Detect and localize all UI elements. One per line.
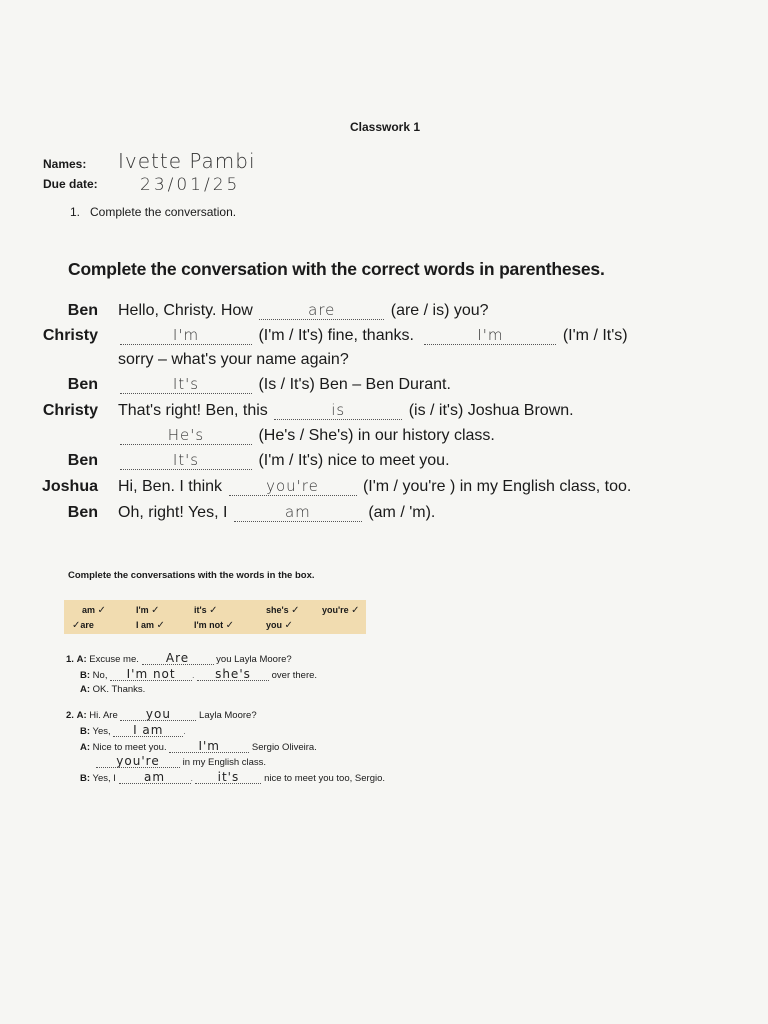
handwritten-answer: is: [331, 401, 346, 419]
speaker-label: Ben: [67, 302, 98, 319]
answer-blank: [110, 668, 192, 681]
conversation-2-line: [66, 708, 257, 721]
task-item-1: 1. Complete the conversation.: [70, 205, 237, 219]
speaker-label: A:: [80, 742, 91, 753]
speaker-label: Ben: [67, 504, 98, 521]
word-box: [64, 600, 366, 634]
speaker-label: A:: [76, 710, 87, 721]
conversation-1-line: B: No, I'm not . she's over there.: [80, 667, 318, 681]
conversation-line: [118, 402, 574, 420]
line-text: you Layla Moore?: [216, 654, 292, 665]
item-number: 2.: [66, 710, 74, 721]
line-text: over there.: [271, 670, 318, 681]
answer-blank: [234, 504, 362, 522]
word-box-item: it's ✓: [194, 605, 218, 616]
speaker-label: Christy: [42, 327, 98, 344]
handwritten-answer: I'm: [172, 326, 200, 344]
speaker-label: A:: [80, 684, 91, 695]
handwritten-answer: it's: [217, 770, 240, 784]
conversation-line: [118, 351, 349, 369]
conversation-line: [118, 302, 489, 320]
answer-blank: [274, 402, 402, 420]
conversation-line: [118, 327, 628, 345]
answer-blank: [169, 740, 249, 753]
line-text: (I'm / It's) nice to meet you.: [258, 452, 450, 469]
answer-blank: [142, 652, 214, 665]
answer-blank: [120, 452, 252, 470]
conversation-line: [118, 478, 631, 496]
conversation-2-line: B: Yes, I am .: [80, 723, 186, 737]
speaker-label: Joshua: [41, 478, 98, 495]
answer-blank: [113, 724, 183, 737]
check-mark-icon: ✓: [156, 620, 165, 631]
line-text: Hello, Christy. How: [118, 302, 253, 319]
line-text: (Is / It's) Ben – Ben Durant.: [258, 376, 451, 393]
conversation-line: [118, 427, 495, 445]
answer-blank: [119, 771, 191, 784]
line-text: Oh, right! Yes, I: [118, 504, 228, 521]
line-text: (I'm / It's) fine, thanks.: [258, 327, 414, 344]
conversation-2-line: [96, 755, 266, 768]
conversation-1-line: [66, 652, 292, 665]
answer-blank: [96, 755, 180, 768]
answer-blank: [229, 478, 357, 496]
handwritten-answer: He's: [167, 426, 205, 444]
word-box-item: am ✓: [82, 605, 106, 616]
names-value: Ivette Pambi: [118, 149, 256, 173]
answer-blank: [120, 708, 196, 721]
line-text: OK. Thanks.: [92, 684, 146, 695]
conversation-2-line: [80, 740, 317, 753]
line-text: sorry – what's your name again?: [118, 351, 349, 368]
conversation-1-line: [80, 684, 145, 695]
handwritten-answer: you: [145, 707, 171, 721]
conversation-line: [118, 452, 450, 470]
line-text: (is / it's) Joshua Brown.: [408, 402, 574, 419]
line-text: in my English class.: [182, 757, 267, 768]
check-mark-icon: ✓: [351, 605, 360, 616]
handwritten-answer: I am: [133, 723, 164, 737]
check-mark-icon: ✓: [291, 605, 300, 616]
answer-blank: [195, 771, 261, 784]
page-title: Classwork 1: [350, 120, 421, 134]
names-label: Names:: [43, 157, 87, 171]
answer-blank: [120, 327, 252, 345]
speaker-label: B:: [80, 670, 91, 681]
handwritten-answer: Are: [165, 651, 190, 665]
exercise1-instruction: Complete the conversation with the correct words in parentheses.: [68, 259, 605, 279]
answer-blank: [259, 302, 384, 320]
speaker-label: B:: [80, 726, 91, 737]
answer-blank: [197, 668, 269, 681]
check-mark-icon: ✓: [209, 605, 218, 616]
word-box-item: she's ✓: [266, 605, 300, 616]
handwritten-answer: you're: [116, 754, 160, 768]
handwritten-answer: I'm: [198, 739, 220, 753]
handwritten-answer: am: [284, 503, 311, 521]
line-text: (He's / She's) in our history class.: [258, 427, 495, 444]
line-text: (I'm / you're ) in my English class, too.: [362, 478, 632, 495]
line-text: Layla Moore?: [199, 710, 257, 721]
check-mark-icon: ✓: [72, 620, 81, 631]
exercise2-instruction: Complete the conversations with the words in the box.: [68, 570, 315, 581]
line-text: (I'm / It's): [562, 327, 628, 344]
check-mark-icon: ✓: [225, 620, 235, 631]
handwritten-answer: I'm not: [126, 667, 176, 681]
line-text: That's right! Ben, this: [118, 402, 268, 419]
handwritten-answer: you're: [266, 477, 319, 495]
word-box-item: I am ✓: [136, 620, 165, 631]
line-text: nice to meet you too, Sergio.: [264, 773, 386, 784]
check-mark-icon: ✓: [284, 620, 293, 631]
handwritten-answer: I'm: [477, 326, 504, 344]
line-text: Nice to meet you.: [92, 742, 167, 753]
word-box-item: you ✓: [266, 620, 293, 631]
word-box-item: ✓are: [72, 620, 94, 631]
line-text: (am / 'm).: [368, 504, 436, 521]
conversation-line: [118, 376, 451, 394]
line-text: Yes,: [92, 726, 111, 737]
word-box-item: I'm ✓: [136, 605, 160, 616]
handwritten-answer: It's: [172, 375, 200, 393]
line-text: Hi. Are: [89, 710, 118, 721]
conversation-2-line: B: Yes, I am . it's nice to meet you too, Sergio.: [80, 770, 386, 784]
line-text: No,: [92, 670, 108, 681]
line-text: Sergio Oliveira.: [251, 742, 317, 753]
handwritten-answer: am: [144, 770, 166, 784]
answer-blank: [120, 427, 252, 445]
line-text: Yes, I: [92, 773, 116, 784]
handwritten-answer: are: [308, 301, 336, 319]
speaker-label: B:: [80, 773, 91, 784]
due-date-value: 23/01/25: [140, 175, 241, 195]
answer-blank: [424, 327, 556, 345]
check-mark-icon: ✓: [151, 605, 160, 616]
speaker-label: Christy: [42, 402, 98, 419]
item-number: 1.: [66, 654, 74, 665]
answer-blank: [120, 376, 252, 394]
word-box-item: you're ✓: [322, 605, 360, 616]
conversation-line: [118, 504, 435, 522]
line-text: Excuse me.: [89, 654, 139, 665]
handwritten-answer: It's: [172, 451, 200, 469]
due-date-label: Due date:: [43, 177, 98, 191]
line-text: Hi, Ben. I think: [118, 478, 223, 495]
speaker-label: A:: [76, 654, 87, 665]
speaker-label: Ben: [67, 376, 98, 393]
word-box-item: I'm not ✓: [194, 620, 235, 631]
speaker-label: Ben: [67, 452, 98, 469]
check-mark-icon: ✓: [97, 605, 106, 616]
handwritten-answer: she's: [215, 667, 251, 681]
line-text: (are / is) you?: [390, 302, 489, 319]
